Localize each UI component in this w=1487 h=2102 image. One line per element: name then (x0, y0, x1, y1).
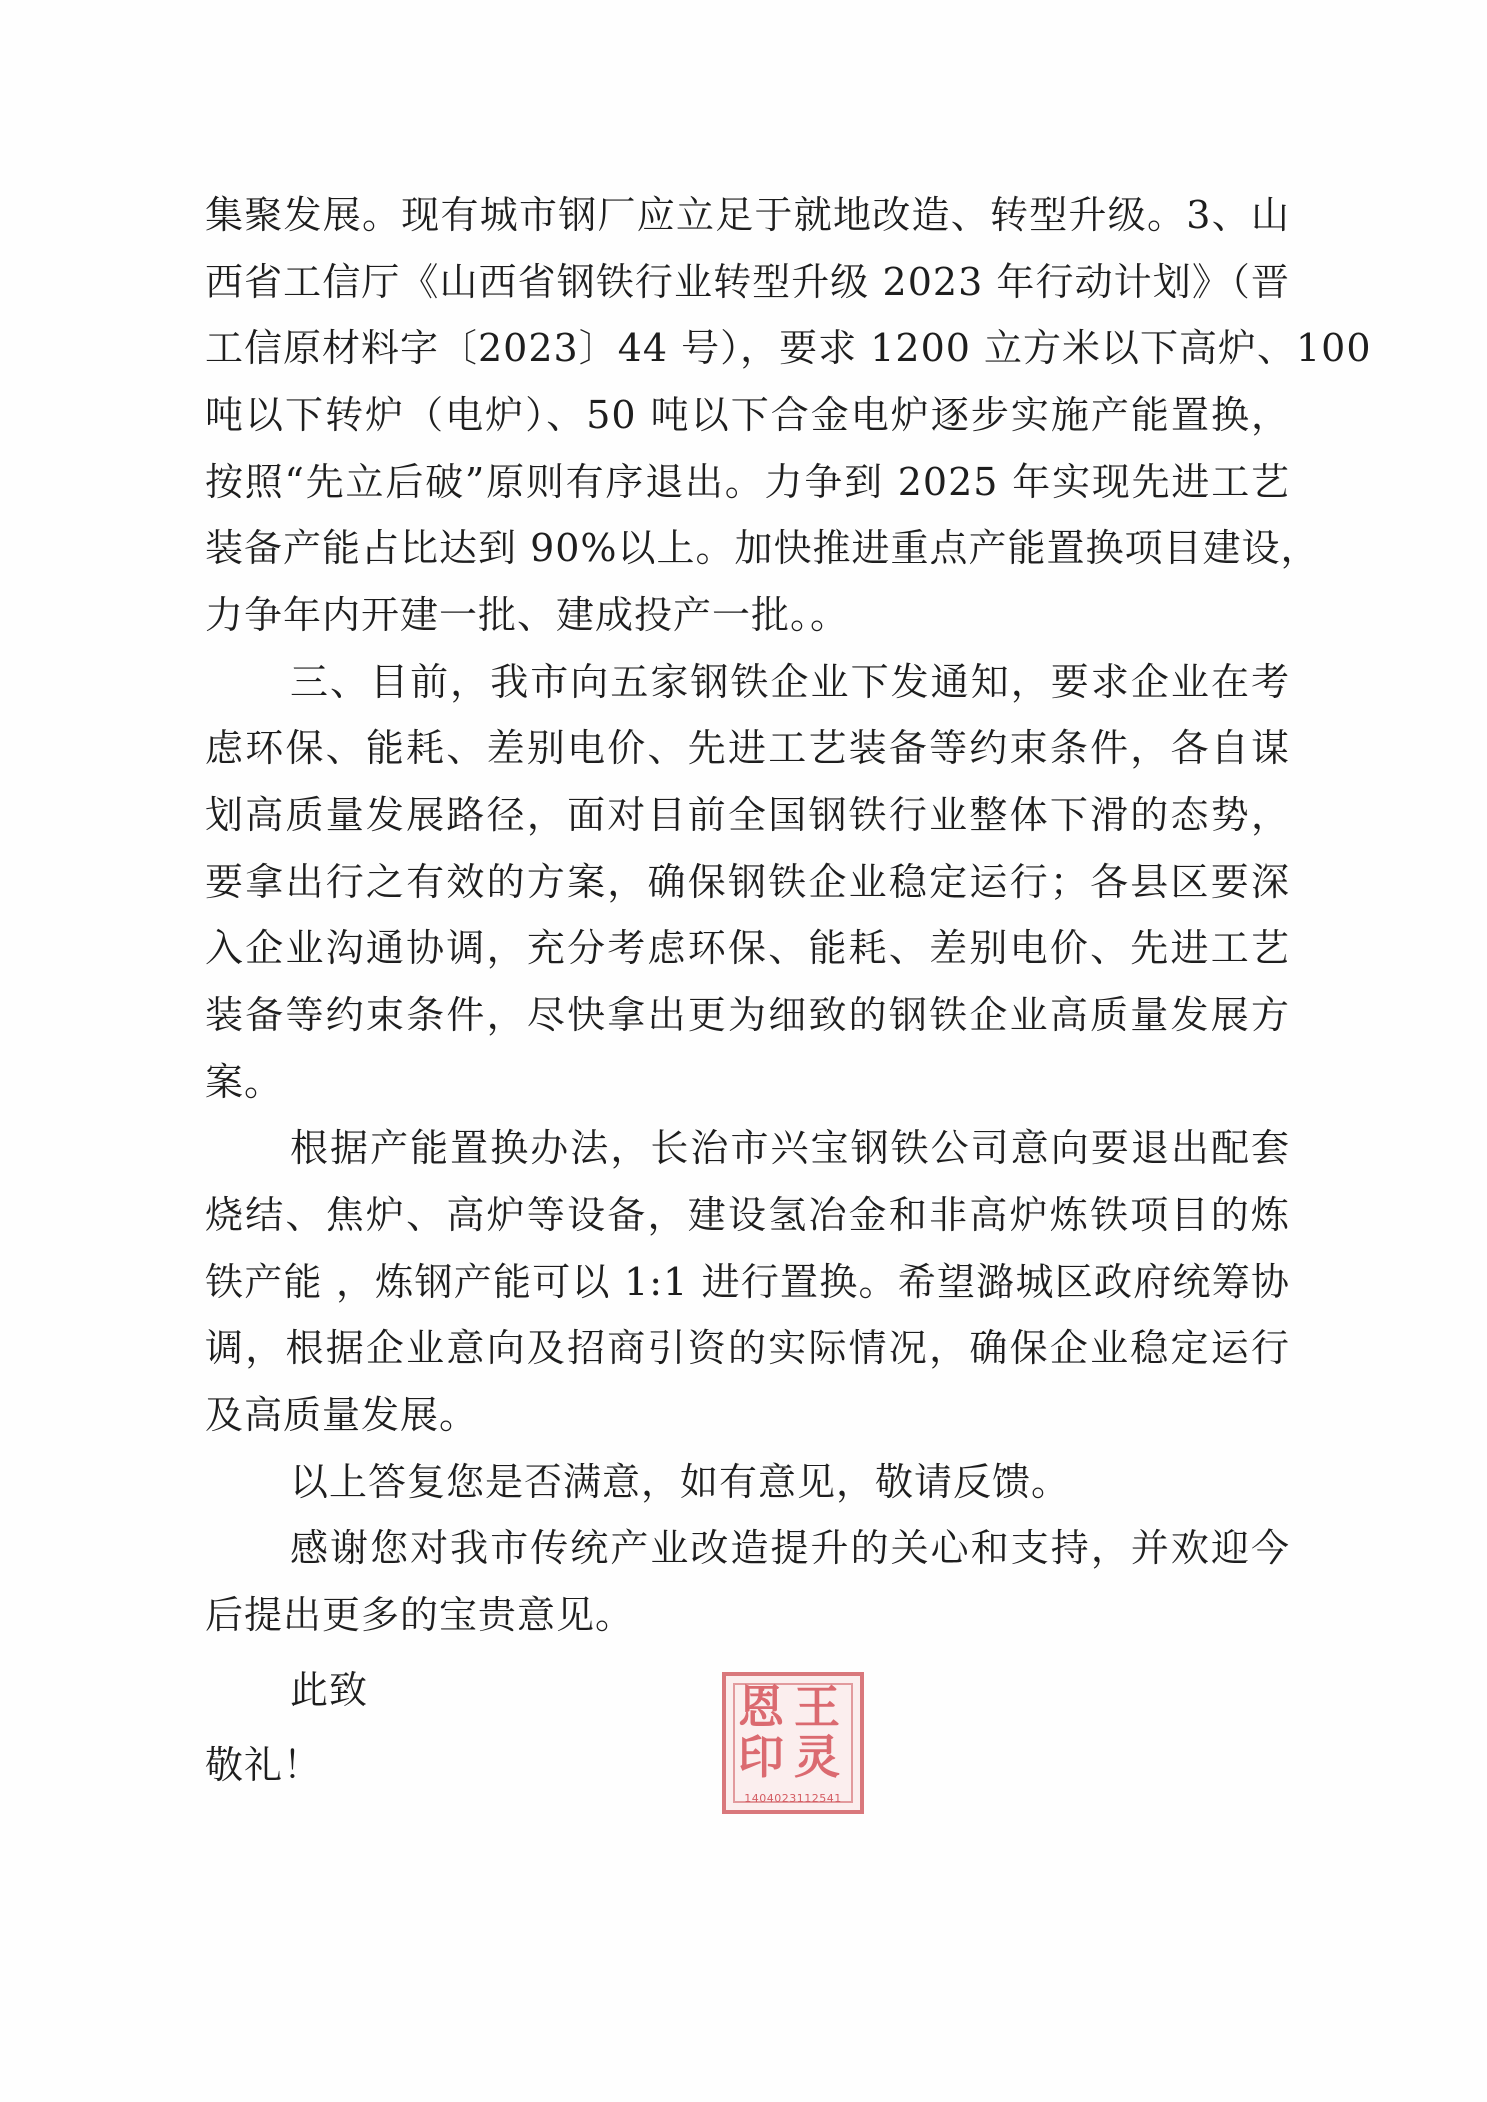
text-line: 案。 (205, 1060, 284, 1104)
text-line: 划高质量发展路径，面对目前全国钢铁行业整体下滑的态势， (205, 793, 1290, 837)
text-line: 入企业沟通协调，充分考虑环保、能耗、差别电价、先进工艺 (205, 926, 1290, 970)
seal-serial-number: 1404023112541 (744, 1792, 842, 1805)
seal-character: 灵 (794, 1730, 840, 1784)
closing-salutation: 此致 (290, 1668, 369, 1712)
text-line: 以上答复您是否满意，如有意见，敬请反馈。 (290, 1460, 1071, 1504)
seal-character: 恩 (738, 1680, 784, 1734)
text-line: 调，根据企业意向及招商引资的实际情况，确保企业稳定运行 (205, 1326, 1290, 1370)
text-line: 铁产能 ，炼钢产能可以 1:1 进行置换。希望潞城区政府统筹协 (205, 1260, 1290, 1304)
seal-character: 印 (738, 1730, 784, 1784)
text-line: 装备等约束条件，尽快拿出更为细致的钢铁企业高质量发展方 (205, 993, 1290, 1037)
text-line: 按照“先立后破”原则有序退出。力争到 2025 年实现先进工艺 (205, 460, 1290, 504)
text-line: 烧结、焦炉、高炉等设备，建设氢冶金和非高炉炼铁项目的炼 (205, 1193, 1290, 1237)
text-line: 根据产能置换办法，长治市兴宝钢铁公司意向要退出配套 (290, 1126, 1290, 1170)
text-line: 及高质量发展。 (205, 1393, 479, 1437)
text-line: 三、目前，我市向五家钢铁企业下发通知，要求企业在考 (290, 660, 1290, 704)
text-line: 力争年内开建一批、建成投产一批。。 (205, 593, 850, 637)
text-line: 工信原材料字〔2023〕44 号），要求 1200 立方米以下高炉、100 (205, 326, 1372, 370)
text-line: 虑环保、能耗、差别电价、先进工艺装备等约束条件，各自谋 (205, 726, 1290, 770)
text-line: 装备产能占比达到 90%以上。加快推进重点产能置换项目建设， (205, 526, 1320, 570)
seal-character: 王 (794, 1680, 840, 1734)
text-line: 感谢您对我市传统产业改造提升的关心和支持，并欢迎今 (290, 1526, 1290, 1570)
personal-seal-stamp (722, 1672, 864, 1814)
text-line: 吨以下转炉（电炉）、50 吨以下合金电炉逐步实施产能置换， (205, 393, 1290, 437)
text-line: 西省工信厅《山西省钢铁行业转型升级 2023 年行动计划》（晋 (205, 260, 1290, 304)
text-line: 集聚发展。现有城市钢厂应立足于就地改造、转型升级。3、山 (205, 193, 1290, 237)
text-line: 要拿出行之有效的方案，确保钢铁企业稳定运行；各县区要深 (205, 860, 1290, 904)
text-line: 后提出更多的宝贵意见。 (205, 1593, 635, 1637)
closing-regards: 敬礼！ (205, 1743, 323, 1787)
